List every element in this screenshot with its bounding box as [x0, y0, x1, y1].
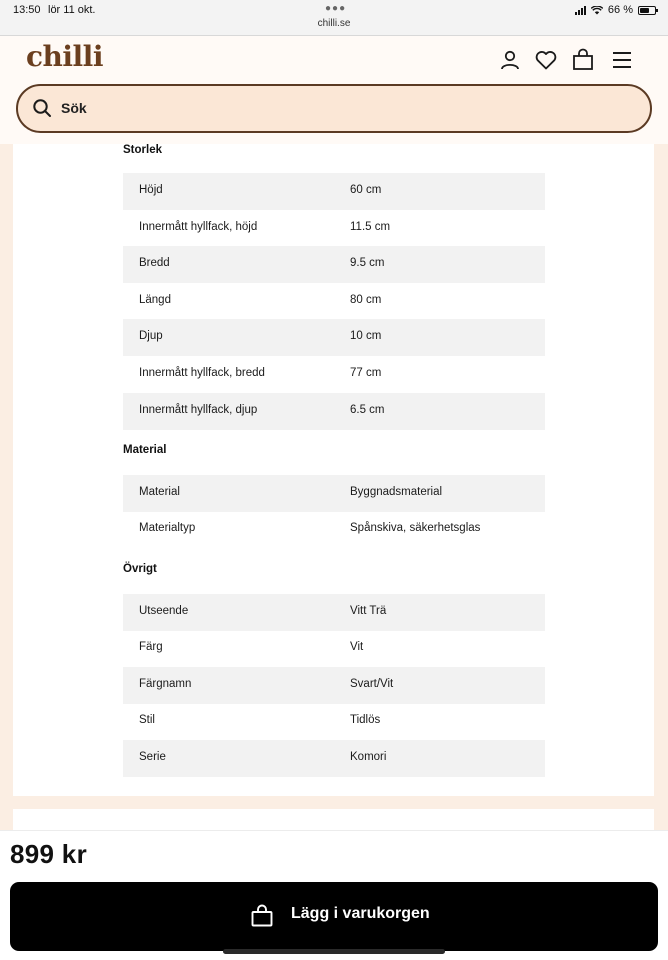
search-input[interactable]	[61, 96, 621, 120]
spec-row	[123, 246, 545, 283]
cellular-signal-icon	[575, 6, 586, 15]
spec-value: 80 cm	[350, 294, 382, 306]
section-title-storlek: Storlek	[123, 144, 162, 156]
battery-icon	[638, 6, 656, 15]
spec-value: 77 cm	[350, 367, 382, 379]
spec-row	[123, 511, 545, 548]
spec-key: Materialtyp	[139, 522, 196, 534]
spec-row	[123, 173, 545, 210]
address-url[interactable]: chilli.se	[317, 18, 351, 29]
menu-icon[interactable]	[610, 48, 634, 72]
heart-icon[interactable]	[534, 48, 558, 72]
specifications-card	[13, 144, 654, 796]
spec-row	[123, 356, 545, 393]
spec-value: Spånskiva, säkerhetsglas	[350, 522, 481, 534]
chilli-logo[interactable]: chilli	[26, 40, 103, 73]
status-time: 13:50	[13, 4, 41, 16]
spec-row	[123, 630, 545, 667]
spec-value: Vit	[350, 641, 364, 653]
home-indicator[interactable]	[223, 949, 445, 954]
spec-value: 9.5 cm	[350, 257, 385, 269]
spec-key: Innermått hyllfack, djup	[139, 404, 258, 416]
spec-row	[123, 283, 545, 320]
spec-key: Höjd	[139, 184, 163, 196]
add-to-cart-label: Lägg i varukorgen	[291, 905, 430, 922]
search-bar[interactable]	[16, 84, 652, 133]
spec-value: 11.5 cm	[350, 221, 391, 233]
spec-key: Utseende	[139, 605, 189, 617]
status-indicators	[575, 4, 656, 16]
purchase-bar	[0, 830, 668, 960]
spec-value: Komori	[350, 751, 387, 763]
spec-value: 10 cm	[350, 330, 382, 342]
wifi-icon	[591, 6, 603, 15]
spec-key: Färgnamn	[139, 678, 192, 690]
site-header	[0, 36, 668, 144]
spec-row	[123, 703, 545, 740]
section-title-material: Material	[123, 444, 167, 456]
spec-row	[123, 475, 545, 512]
search-icon	[32, 98, 52, 118]
battery-level	[640, 8, 649, 13]
spec-row	[123, 740, 545, 777]
spec-value: Vitt Trä	[350, 605, 387, 617]
spec-key: Material	[139, 486, 180, 498]
spec-key: Serie	[139, 751, 166, 763]
add-to-cart-button[interactable]	[10, 882, 658, 951]
spec-value: 6.5 cm	[350, 404, 385, 416]
spec-row	[123, 667, 545, 704]
spec-key: Innermått hyllfack, höjd	[139, 221, 258, 233]
spec-row	[123, 319, 545, 356]
spec-row	[123, 393, 545, 430]
tab-options-icon[interactable]: ●●●	[325, 3, 347, 14]
spec-key: Färg	[139, 641, 163, 653]
spec-value: Byggnadsmaterial	[350, 486, 443, 498]
shopping-bag-icon	[250, 904, 274, 928]
product-price: 899 kr	[10, 839, 87, 869]
battery-percent: 66 %	[607, 4, 633, 16]
spec-key: Stil	[139, 714, 155, 726]
user-icon[interactable]	[498, 48, 522, 72]
status-date: lör 11 okt.	[48, 4, 96, 16]
spec-value: Tidlös	[350, 714, 381, 726]
bag-icon[interactable]	[571, 48, 595, 72]
section-title-ovrigt: Övrigt	[123, 563, 157, 575]
spec-key: Längd	[139, 294, 171, 306]
spec-value: 60 cm	[350, 184, 382, 196]
spec-row	[123, 594, 545, 631]
spec-row	[123, 210, 545, 247]
status-bar	[0, 0, 668, 36]
spec-key: Bredd	[139, 257, 170, 269]
spec-value: Svart/Vit	[350, 678, 394, 690]
spec-key: Djup	[139, 330, 163, 342]
spec-key: Innermått hyllfack, bredd	[139, 367, 265, 379]
